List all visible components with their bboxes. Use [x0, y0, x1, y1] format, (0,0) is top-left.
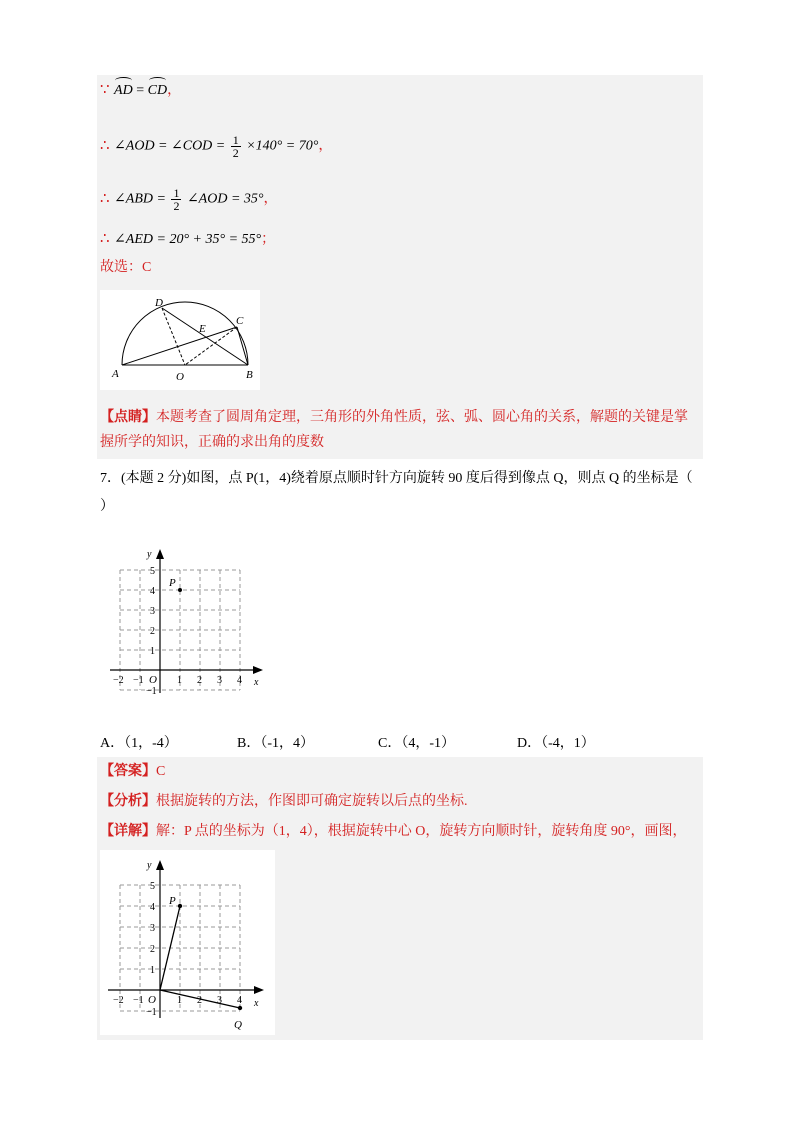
semicircle-figure — [100, 290, 260, 390]
svg-text:5: 5 — [150, 881, 155, 892]
question-7-figure — [105, 545, 265, 695]
solution-line-3: ∴ ∠ABD = $\frac{1}{2}$ ∠AOD = 35°， — [100, 186, 278, 213]
detail-tag: 【详解】 — [100, 824, 156, 839]
svg-text:2: 2 — [197, 675, 202, 686]
coordinate-grid — [105, 545, 265, 695]
question-7-text: 7．(本题 2 分)如图，点 P(1，4)绕着原点顺时针方向旋转 90 度后得到像点 Q，则点 Q 的坐标是（ — [100, 471, 693, 486]
svg-text:x: x — [254, 677, 259, 688]
label-c: C — [236, 315, 244, 327]
solution-block-prev — [97, 75, 703, 459]
comment-line-1 — [100, 408, 688, 428]
solution-line-4: ∴ ∠AED = 20° + 35° = 55°； — [100, 231, 276, 247]
svg-text:−1: −1 — [146, 686, 157, 695]
svg-text:4: 4 — [150, 902, 155, 913]
comment-text: 本题考查了圆周角定理，三角形的外角性质，弦、弧、圆心角的关系，解题的关键是掌 — [156, 410, 688, 425]
answer-choice-prev: 故选：C — [100, 260, 152, 275]
therefore-symbol: ∴ — [100, 231, 109, 247]
comment-line-2: 握所学的知识，正确的求出角的度数 — [100, 435, 324, 450]
detail-line — [100, 822, 686, 842]
answer-line — [100, 762, 165, 782]
svg-text:1: 1 — [150, 646, 155, 657]
svg-text:3: 3 — [150, 923, 155, 934]
svg-text:−2: −2 — [113, 675, 124, 686]
svg-text:3: 3 — [217, 675, 222, 686]
option-b[interactable]: B．（-1，4） — [237, 736, 314, 751]
svg-text:−2: −2 — [113, 995, 124, 1006]
svg-text:5: 5 — [150, 566, 155, 577]
rotation-grid — [100, 850, 275, 1035]
svg-text:2: 2 — [150, 944, 155, 955]
because-symbol: ∵ — [100, 82, 109, 98]
label-p: P — [169, 895, 176, 907]
point-p — [178, 588, 182, 592]
label-o: O — [176, 371, 184, 383]
point-p — [178, 904, 182, 908]
option-d[interactable]: D．（-4，1） — [517, 736, 595, 751]
svg-text:3: 3 — [217, 995, 222, 1006]
option-c[interactable]: C．（4，-1） — [378, 736, 455, 751]
svg-text:−1: −1 — [146, 1007, 157, 1018]
fraction-half: $\frac{1}{2}$ — [173, 186, 180, 213]
svg-text:1: 1 — [177, 995, 182, 1006]
label-p: P — [169, 577, 176, 589]
comment-tag: 【点睛】 — [100, 410, 156, 425]
svg-text:y: y — [147, 549, 152, 560]
therefore-symbol: ∴ — [100, 137, 109, 154]
svg-text:y: y — [147, 860, 152, 871]
label-e: E — [199, 323, 206, 335]
question-7-text-cont: ） — [100, 499, 114, 514]
label-d: D — [155, 297, 163, 309]
svg-text:4: 4 — [237, 995, 242, 1006]
svg-text:1: 1 — [150, 965, 155, 976]
svg-text:2: 2 — [197, 995, 202, 1006]
svg-text:1: 1 — [177, 675, 182, 686]
arc-cd: CD — [148, 81, 167, 101]
arc-ad: AD — [114, 81, 133, 101]
svg-text:O: O — [149, 674, 157, 686]
solution-line-2: ∴ ∠AOD = ∠COD = $\frac{1}{2}$ ×140° = 70°， — [100, 133, 333, 160]
label-b: B — [246, 369, 253, 381]
option-a[interactable]: A．（1，-4） — [100, 736, 178, 751]
label-q: Q — [234, 1019, 242, 1031]
svg-text:−1: −1 — [133, 995, 144, 1006]
analysis-line — [100, 792, 468, 812]
svg-text:x: x — [254, 998, 259, 1009]
therefore-symbol: ∴ — [100, 190, 109, 207]
analysis-text: 根据旋转的方法，作图即可确定旋转以后点的坐标. — [156, 794, 468, 809]
fraction-half: $\frac{1}{2}$ — [232, 133, 239, 160]
svg-text:−1: −1 — [133, 675, 144, 686]
svg-text:4: 4 — [237, 675, 242, 686]
svg-text:2: 2 — [150, 626, 155, 637]
svg-text:4: 4 — [150, 586, 155, 597]
answer-7-figure — [100, 850, 275, 1035]
solution-line-1: ∵ AD = CD， — [100, 80, 181, 101]
svg-text:3: 3 — [150, 606, 155, 617]
svg-text:O: O — [148, 994, 156, 1006]
analysis-tag: 【分析】 — [100, 794, 156, 809]
semicircle-diagram — [100, 290, 260, 390]
answer-tag: 【答案】 — [100, 764, 156, 779]
point-q — [238, 1006, 242, 1010]
detail-text: 解：P 点的坐标为（1，4），根据旋转中心 O，旋转方向顺时针，旋转角度 90°，画图， — [156, 824, 687, 839]
answer-value: C — [156, 764, 166, 779]
label-a: A — [112, 368, 119, 380]
